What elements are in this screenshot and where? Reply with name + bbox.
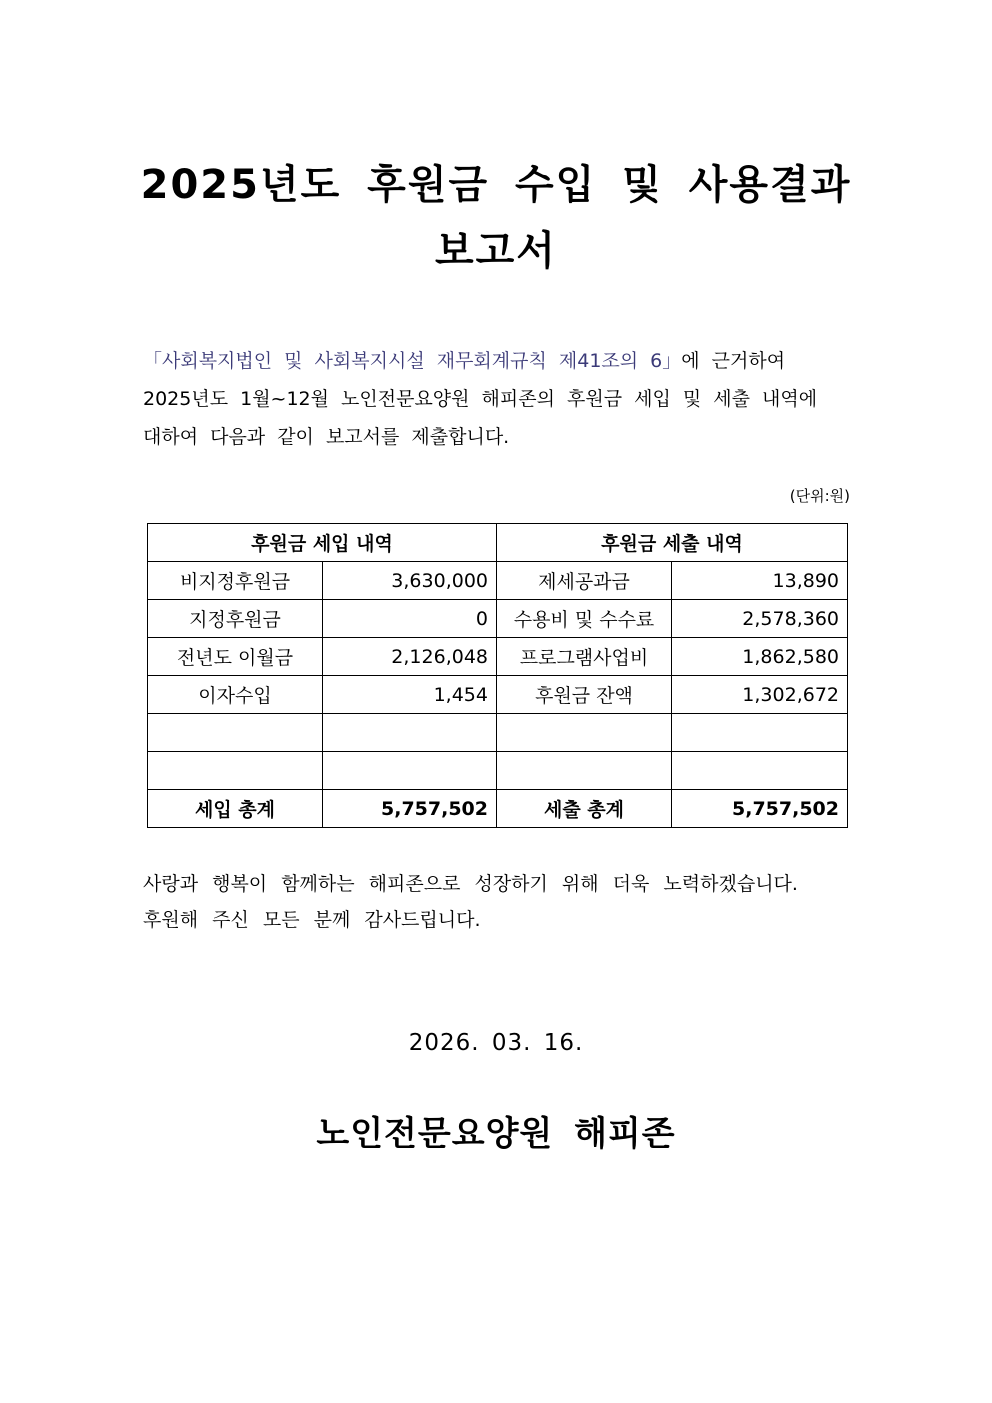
table-row	[148, 600, 848, 638]
income-label: 이자수입	[148, 676, 323, 714]
intro-line-2: 2025년도 1월~12월 노인전문요양원 해피존의 후원금 세입 및 세출 내역에	[143, 388, 818, 410]
income-label	[148, 714, 323, 752]
table-total-row	[148, 790, 848, 828]
expense-section-header: 후원금 세출 내역	[497, 524, 848, 562]
income-value: 0	[323, 600, 497, 638]
regulation-reference: 「사회복지법인 및 사회복지시설 재무회계규칙 제41조의 6」	[143, 350, 682, 372]
intro-line-1	[143, 342, 850, 380]
income-total-label: 세입 총계	[148, 790, 323, 828]
income-value: 3,630,000	[323, 562, 497, 600]
table-row	[148, 638, 848, 676]
income-label: 지정후원금	[148, 600, 323, 638]
expense-value: 1,302,672	[672, 676, 848, 714]
table-row-empty	[148, 714, 848, 752]
expense-label: 프로그램사업비	[497, 638, 672, 676]
income-value: 1,454	[323, 676, 497, 714]
table-row	[148, 562, 848, 600]
expense-label: 후원금 잔액	[497, 676, 672, 714]
income-section-header: 후원금 세입 내역	[148, 524, 497, 562]
expense-value: 1,862,580	[672, 638, 848, 676]
unit-label: (단위:원)	[789, 487, 850, 505]
organization-name: 노인전문요양원 해피존	[316, 1114, 676, 1154]
intro-line-1-rest: 에 근거하여	[681, 350, 786, 372]
intro-paragraph	[143, 342, 850, 456]
report-date: 2026. 03. 16.	[408, 1030, 584, 1056]
expense-value	[672, 714, 848, 752]
table-row	[148, 676, 848, 714]
table-row-empty	[148, 752, 848, 790]
expense-label	[497, 714, 672, 752]
report-title-line1: 2025년도 후원금 수입 및 사용결과	[140, 162, 852, 208]
income-label: 비지정후원금	[148, 562, 323, 600]
intro-line-3: 대하여 다음과 같이 보고서를 제출합니다.	[143, 426, 510, 448]
income-total-value: 5,757,502	[323, 790, 497, 828]
expense-label: 제세공과금	[497, 562, 672, 600]
closing-paragraph	[143, 866, 855, 938]
report-title-line2: 보고서	[435, 228, 557, 274]
donation-report-table	[147, 523, 848, 828]
expense-total-value: 5,757,502	[672, 790, 848, 828]
income-value	[323, 752, 497, 790]
expense-value	[672, 752, 848, 790]
income-label: 전년도 이월금	[148, 638, 323, 676]
expense-value: 2,578,360	[672, 600, 848, 638]
expense-label: 수용비 및 수수료	[497, 600, 672, 638]
closing-line-2: 후원해 주신 모든 분께 감사드립니다.	[143, 909, 481, 931]
income-value: 2,126,048	[323, 638, 497, 676]
expense-value: 13,890	[672, 562, 848, 600]
table-header-row	[148, 524, 848, 562]
income-value	[323, 714, 497, 752]
expense-total-label: 세출 총계	[497, 790, 672, 828]
closing-line-1: 사랑과 행복이 함께하는 해피존으로 성장하기 위해 더욱 노력하겠습니다.	[143, 873, 798, 895]
expense-label	[497, 752, 672, 790]
income-label	[148, 752, 323, 790]
